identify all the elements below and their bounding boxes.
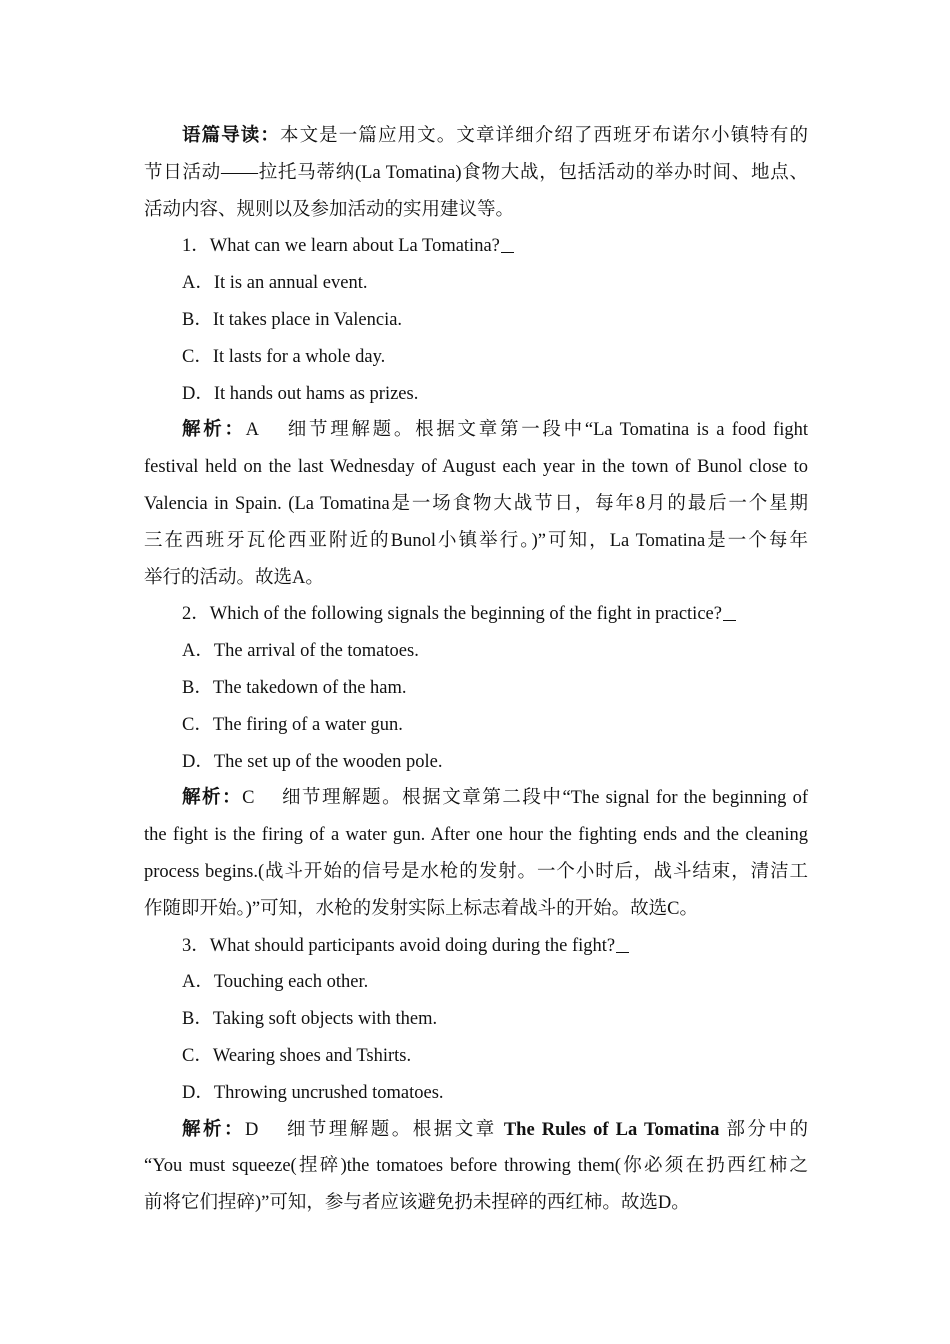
q1-option-a: A．It is an annual event.: [182, 273, 368, 294]
q1-option-d: D．It hands out hams as prizes.: [182, 383, 419, 404]
q2-option-d: D．The set up of the wooden pole.: [182, 751, 443, 772]
q2-option-b: B．The takedown of the ham.: [182, 677, 407, 698]
q2-analysis-line-3: process begins.(战斗开始的信号是水枪的发射。一个小时后，战斗结束，清洁工: [144, 861, 808, 882]
q3-stem-line: [144, 928, 808, 965]
q1-option-b: B．It takes place in Valencia.: [182, 309, 403, 330]
q1-analysis-text-1: 细节理解题。根据文章第一段中“La Tomatina is a food fight: [285, 420, 808, 441]
q2-answer: C: [242, 788, 255, 809]
q3-option-b: B．Taking soft objects with them.: [182, 1009, 438, 1030]
q1-option-c: C．It lasts for a whole day.: [182, 346, 386, 367]
guide-text-1: 本文是一篇应用文。文章详细介绍了西班牙布诺尔小镇特有的: [279, 126, 808, 146]
document-page: [144, 118, 808, 1222]
q3-answer: D: [244, 1119, 259, 1140]
q3-analysis-text-1b: 部分中的: [726, 1119, 808, 1140]
q3-analysis-line-2: “You must squeeze(捏碎)the tomatoes before throwing them(你必须在扔西红柿之: [144, 1156, 808, 1177]
guide-line-3: 活动内容、规则以及参加活动的实用建议等。: [144, 199, 515, 220]
guide-line-1: [144, 118, 808, 155]
q3-rules-section-name: The Rules of La Tomatina: [503, 1119, 720, 1140]
q3-option-c: C．Wearing shoes and Tshirts.: [182, 1045, 412, 1066]
q2-analysis-line-4: 作随即开始。)”可知，水枪的发射实际上标志着战斗的开始。故选C。: [144, 898, 698, 919]
q2-stem-line: [144, 596, 808, 633]
q1-analysis-line-3: Valencia in Spain. (La Tomatina是一场食物大战节日，每年8月的最后一个星期: [144, 493, 808, 514]
q1-answer: A: [245, 420, 260, 441]
q3-analysis-line-3: 前将它们捏碎)”可知，参与者应该避免扔未捏碎的西红柿。故选D。: [144, 1193, 690, 1214]
q1-analysis-line-5: 举行的活动。故选A。: [144, 567, 324, 588]
q1-analysis-line-1: [144, 412, 808, 449]
q2-stem: 2．Which of the following signals the beginning of the fight in practice?: [182, 604, 722, 625]
q2-analysis-line-1: [144, 780, 808, 817]
guide-line-2: 节日活动——拉托马蒂纳(La Tomatina)食物大战，包括活动的举办时间、地点、: [144, 162, 808, 183]
q2-option-c: C．The firing of a water gun.: [182, 714, 403, 735]
q3-answer-blank: [616, 934, 629, 953]
q1-analysis-line-4: 三在西班牙瓦伦西亚附近的Bunol小镇举行。)”可知，La Tomatina是一个每年: [144, 530, 808, 551]
q2-option-a: A．The arrival of the tomatoes.: [182, 641, 419, 662]
q3-option-a: A．Touching each other.: [182, 972, 369, 993]
q3-stem: 3．What should participants avoid doing during the fight?: [182, 935, 616, 956]
q3-analysis-line-1: [144, 1112, 808, 1149]
q2-analysis-text-1: 细节理解题。根据文章第二段中“The signal for the beginning of: [280, 788, 808, 809]
q1-answer-blank: [501, 234, 514, 253]
q3-analysis-label: 解析：: [182, 1119, 245, 1140]
guide-label: 语篇导读：: [182, 126, 280, 146]
q1-stem-line: [144, 228, 808, 265]
q1-analysis-label: 解析：: [182, 420, 246, 441]
q2-analysis-line-2: the fight is the firing of a water gun. After one hour the fighting ends and the cleaning: [144, 825, 808, 846]
q3-option-d: D．Throwing uncrushed tomatoes.: [182, 1082, 444, 1103]
q2-answer-blank: [723, 602, 736, 621]
q2-analysis-label: 解析：: [182, 788, 243, 809]
q1-stem: 1．What can we learn about La Tomatina?: [182, 236, 500, 257]
q3-analysis-text-1a: 细节理解题。根据文章: [284, 1119, 497, 1140]
q1-analysis-line-2: festival held on the last Wednesday of August each year in the town of Bunol close to: [144, 457, 808, 478]
